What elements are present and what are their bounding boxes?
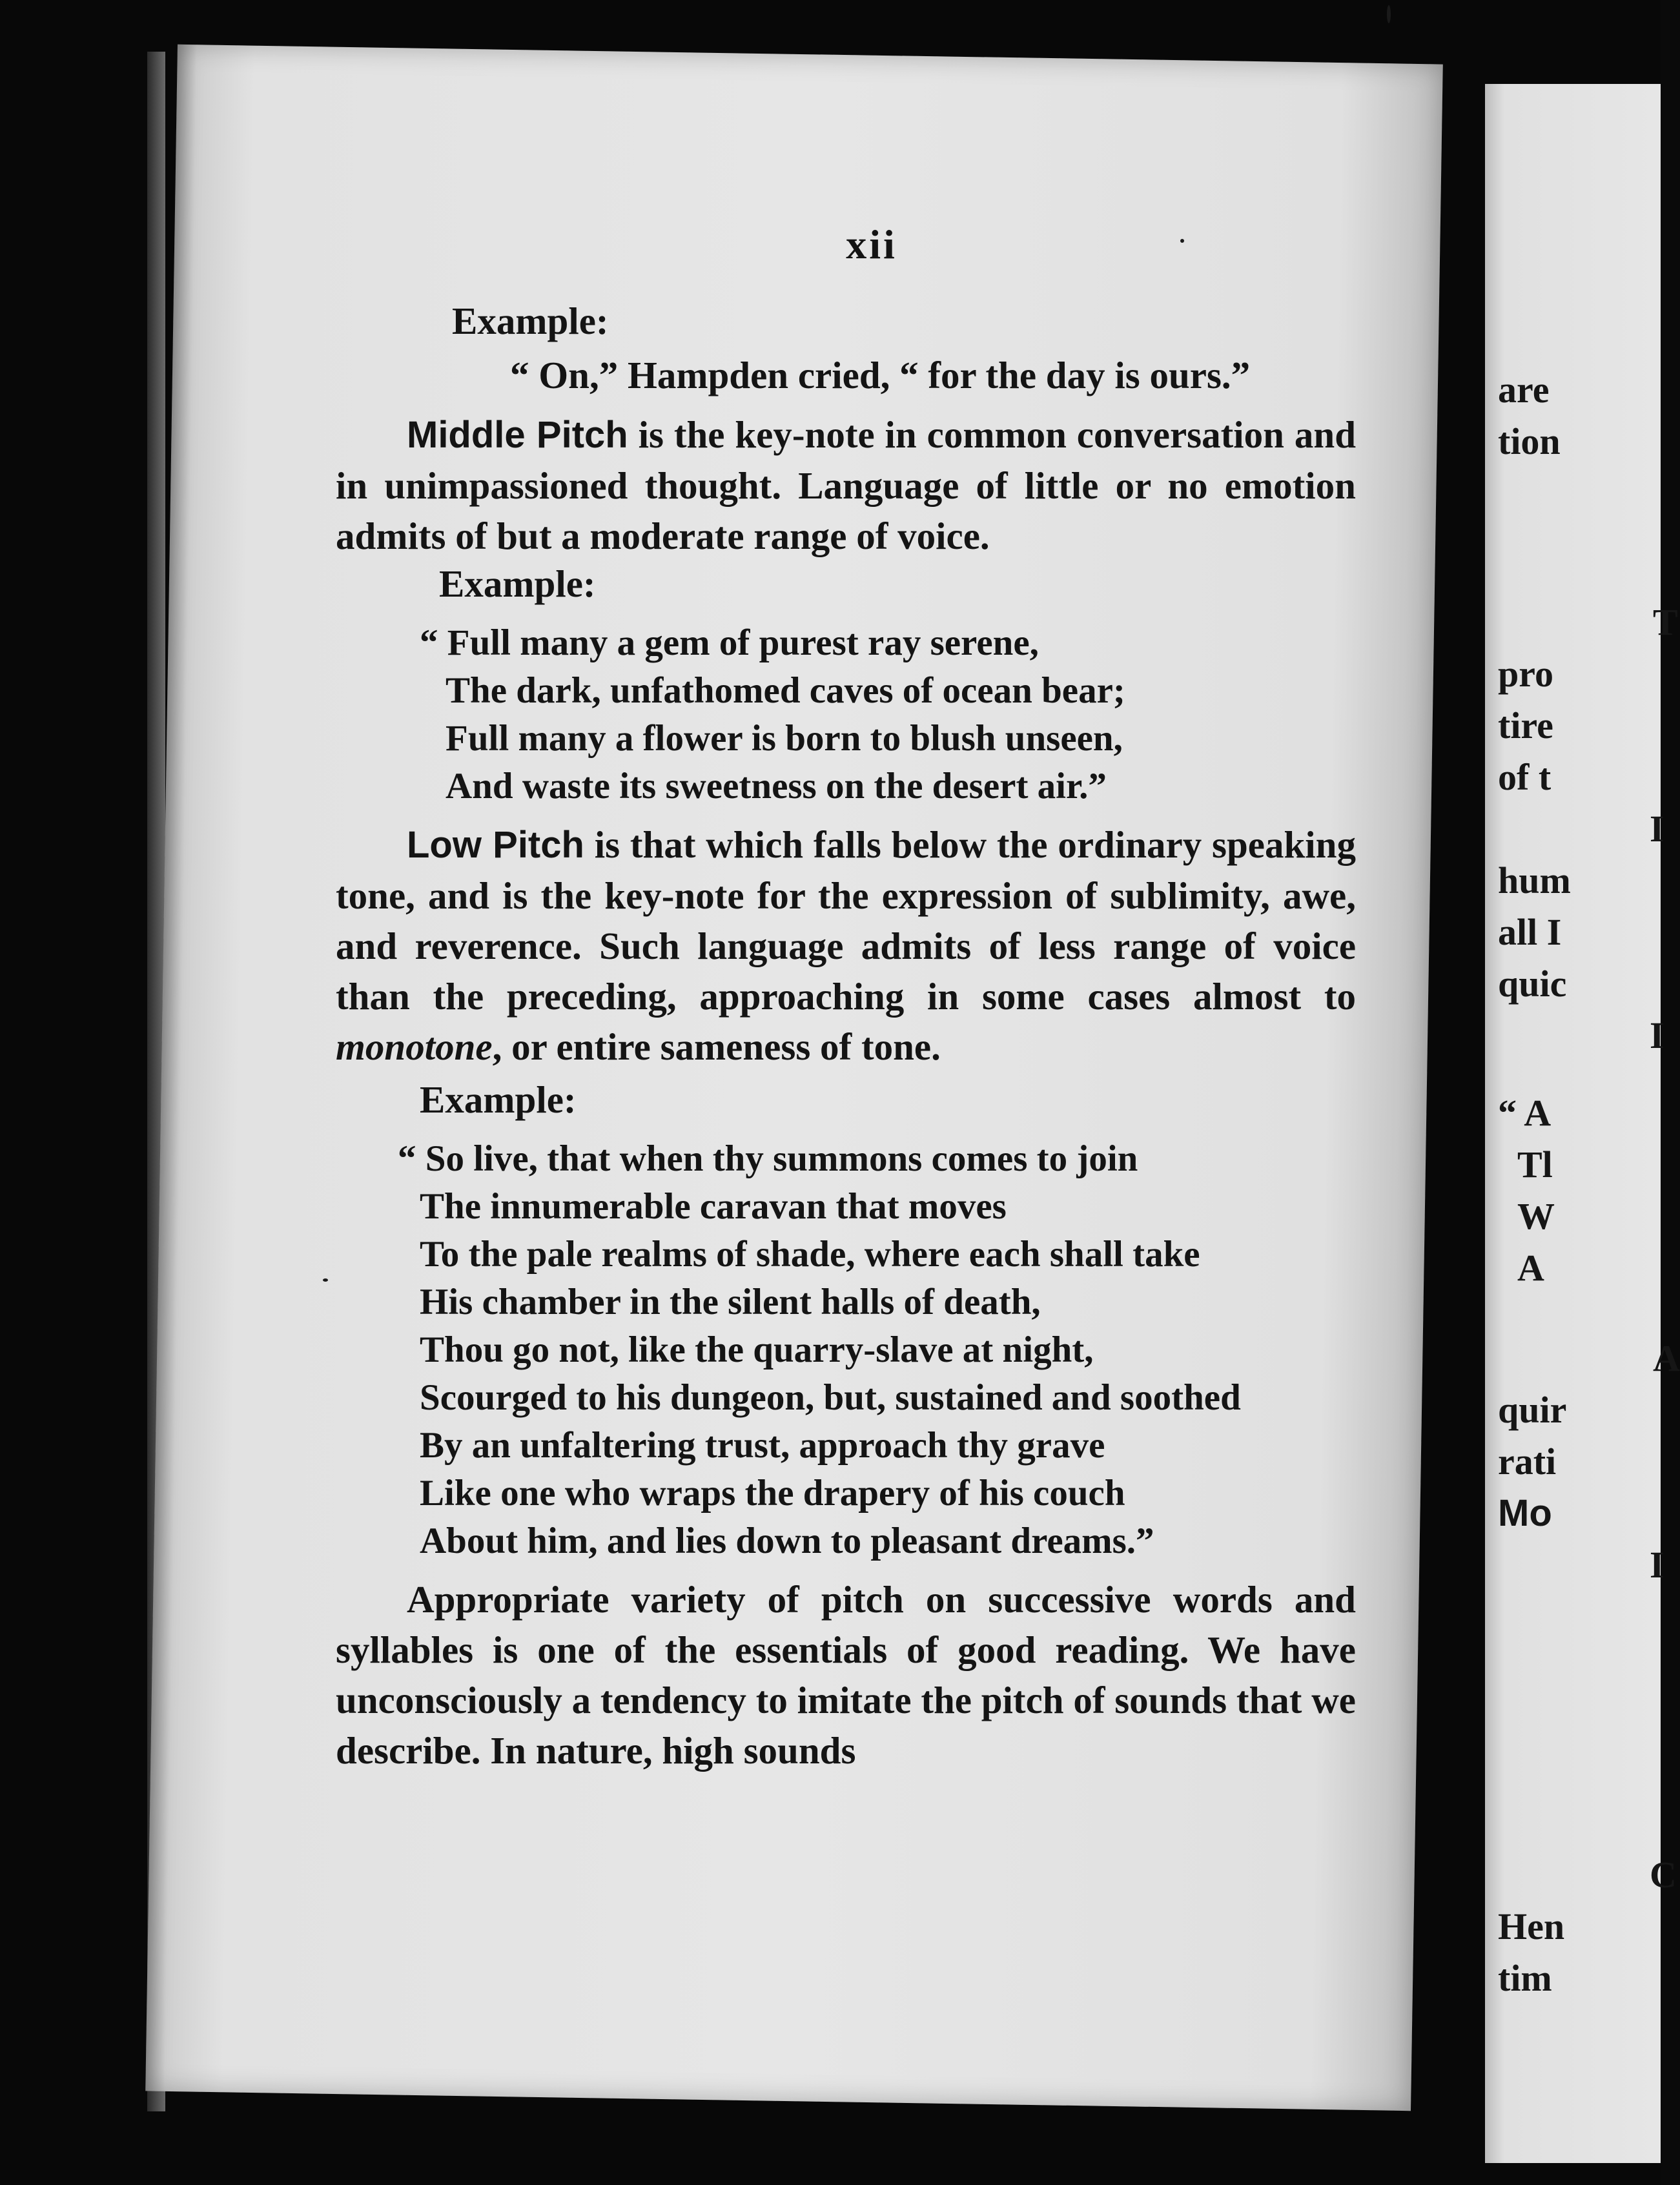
facing-page-line: hum <box>1498 859 1571 901</box>
facing-page-line: I <box>1650 1014 1665 1056</box>
example-quote: “ On,” Hampden cried, “ for the day is ours.” <box>510 354 1251 396</box>
facing-page-line: I <box>1650 1544 1665 1586</box>
verse-block <box>336 619 1356 810</box>
verse-line: Full many a flower is born to blush unseen, <box>446 718 1123 759</box>
verse-line: And waste its sweetness on the desert air.” <box>446 766 1107 806</box>
facing-page-fragment <box>1485 84 1680 2163</box>
example-label: Example: <box>452 300 609 342</box>
verse-line: To the pale realms of shade, where each shall take <box>420 1234 1200 1275</box>
facing-page-line: rati <box>1498 1441 1557 1482</box>
middle-pitch-text: is the key-note in common conversation and in unimpassioned thought. Language of little or no emotion admits of but a moderate range of voice. <box>336 413 1357 557</box>
scan-speck <box>1387 5 1391 23</box>
low-pitch-heading: Low Pitch <box>407 824 584 866</box>
verse-line: By an unfaltering trust, approach thy grave <box>420 1425 1105 1466</box>
facing-page-line: Hen <box>1498 1905 1565 1947</box>
scan-speck <box>1180 239 1184 243</box>
facing-page-line: all I <box>1498 911 1562 953</box>
facing-page-line: A <box>1517 1247 1544 1289</box>
facing-page-line: are <box>1498 369 1550 411</box>
example-label: Example: <box>420 1078 577 1121</box>
facing-page-line: tim <box>1498 1957 1552 1999</box>
facing-page-line: quic <box>1498 963 1567 1005</box>
facing-page-line: pro <box>1498 653 1553 695</box>
middle-pitch-heading: Middle Pitch <box>407 414 628 456</box>
facing-page-line: C <box>1650 1854 1677 1896</box>
middle-pitch-paragraph <box>336 409 1356 561</box>
facing-page-line: T <box>1653 601 1678 643</box>
verse-line: Thou go not, like the quarry-slave at night, <box>420 1329 1094 1370</box>
verse-line: About him, and lies down to pleasant dreams.” <box>420 1521 1154 1561</box>
facing-page-line: W <box>1517 1195 1555 1237</box>
facing-page-line: Tl <box>1517 1144 1553 1185</box>
facing-page-line: tire <box>1498 704 1553 746</box>
facing-page-line: quir <box>1498 1389 1567 1431</box>
verse-block <box>336 1135 1356 1565</box>
verse-line: The dark, unfathomed caves of ocean bear; <box>446 670 1125 711</box>
verse-line: “ Full many a gem of purest ray serene, <box>420 622 1039 663</box>
low-pitch-paragraph <box>336 819 1356 1072</box>
verse-line: “ So live, that when thy summons comes to join <box>398 1138 1138 1179</box>
page-number: xii <box>846 221 897 267</box>
verse-line: Scourged to his dungeon, but, sustained and soothed <box>420 1377 1241 1418</box>
low-pitch-text: is that which falls below the ordinary speaking tone, and is the key-note for the expression of sublimity, awe, and reverence. Such language admits of less range of voice than the preceding, approaching in some cases almost to <box>336 823 1356 1018</box>
facing-page-line: I <box>1650 808 1665 850</box>
page-text-block <box>336 220 1356 1776</box>
facing-page-line: A <box>1653 1337 1680 1379</box>
facing-page-line: tion <box>1498 420 1561 462</box>
low-pitch-italic-term: monotone <box>336 1025 493 1068</box>
verse-line: Like one who wraps the drapery of his couch <box>420 1473 1125 1513</box>
closing-paragraph: Appropriate variety of pitch on successive words and syllables is one of the essentials of good reading. We have unconsciously a tendency to imitate the pitch of sounds that we describe. In nature, high sounds <box>336 1578 1356 1772</box>
example-label: Example: <box>439 562 596 605</box>
facing-page-line: Mo <box>1498 1492 1552 1534</box>
facing-page-line: “ A <box>1498 1092 1552 1134</box>
verse-line: The innumerable caravan that moves <box>420 1186 1007 1227</box>
verse-line: His chamber in the silent halls of death, <box>420 1282 1041 1322</box>
facing-page-line: of t <box>1498 756 1552 798</box>
scan-speck <box>323 1278 328 1282</box>
low-pitch-text-end: , or entire sameness of tone. <box>492 1025 941 1068</box>
